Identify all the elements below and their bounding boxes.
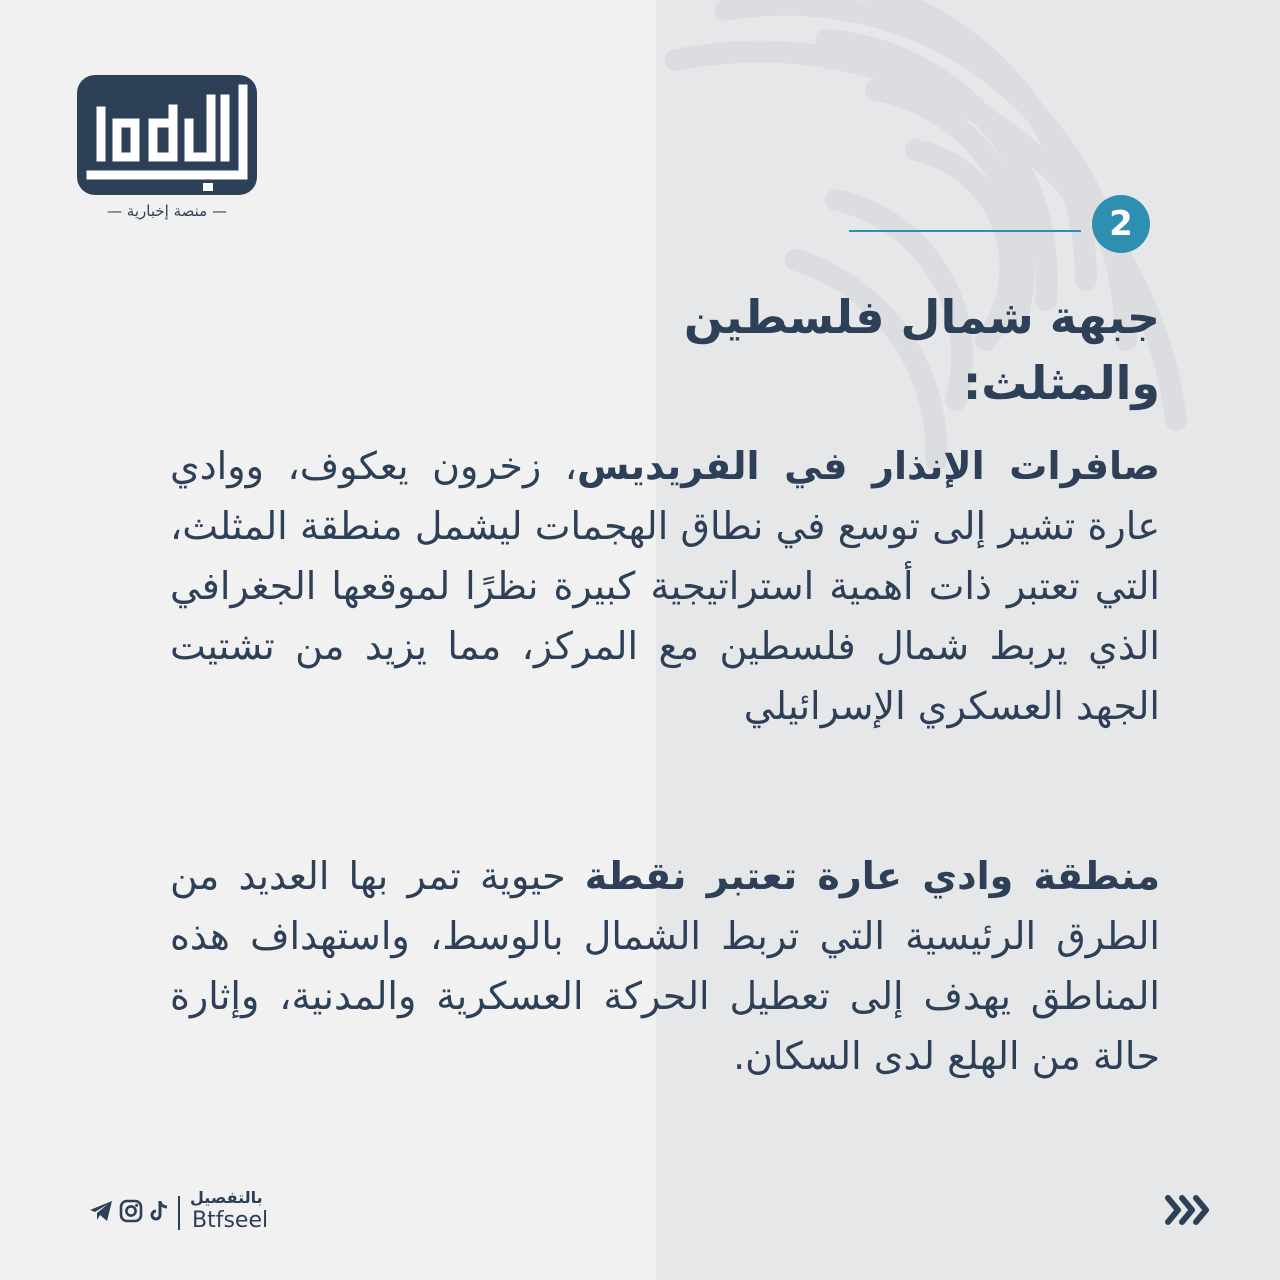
title-line-1: جبهة شمال فلسطين <box>683 290 1160 344</box>
next-arrows-icon[interactable] <box>1162 1192 1214 1228</box>
paragraph-1-bold: صافرات الإنذار في الفريديس <box>577 444 1160 488</box>
logo-tagline: — منصة إخبارية — <box>107 202 227 220</box>
brand-logo <box>77 75 257 195</box>
footer-brand-arabic: بالتفصيل <box>190 1188 263 1207</box>
title-line-2: والمثلث: <box>962 356 1160 410</box>
paragraph-2-bold: منطقة وادي عارة تعتبر نقطة <box>584 854 1160 898</box>
paragraph-2 <box>170 846 1160 1086</box>
logo-mark-icon <box>77 75 257 195</box>
paragraph-1 <box>170 436 1160 736</box>
instagram-icon[interactable] <box>118 1198 144 1224</box>
paragraph-1-text: ، زخرون يعكوف، ووادي عارة تشير إلى توسع في نطاق الهجمات ليشمل منطقة المثلث، التي تعتبر ذات أهمية استراتيجية كبيرة نظرًا لموقعها الجغرافي الذي يربط شمال فلسطين مع المركز، مما يزيد من تشتيت الجهد العسكري الإسرائيلي <box>170 444 1160 728</box>
telegram-icon[interactable] <box>88 1198 114 1224</box>
footer-brand <box>190 1188 286 1236</box>
footer-divider <box>178 1196 180 1230</box>
footer-brand-english: Btfseel <box>192 1208 269 1233</box>
section-divider-line <box>849 230 1081 232</box>
paragraph-2-text: حيوية تمر بها العديد من الطرق الرئيسية التي تربط الشمال بالوسط، واستهداف هذه المناطق يهدف إلى تعطيل الحركة العسكرية والمدنية، وإثارة حالة من الهلع لدى السكان. <box>170 854 1160 1078</box>
section-number-badge: 2 <box>1092 195 1150 253</box>
tiktok-icon[interactable] <box>146 1198 172 1224</box>
page-title <box>560 284 1160 416</box>
